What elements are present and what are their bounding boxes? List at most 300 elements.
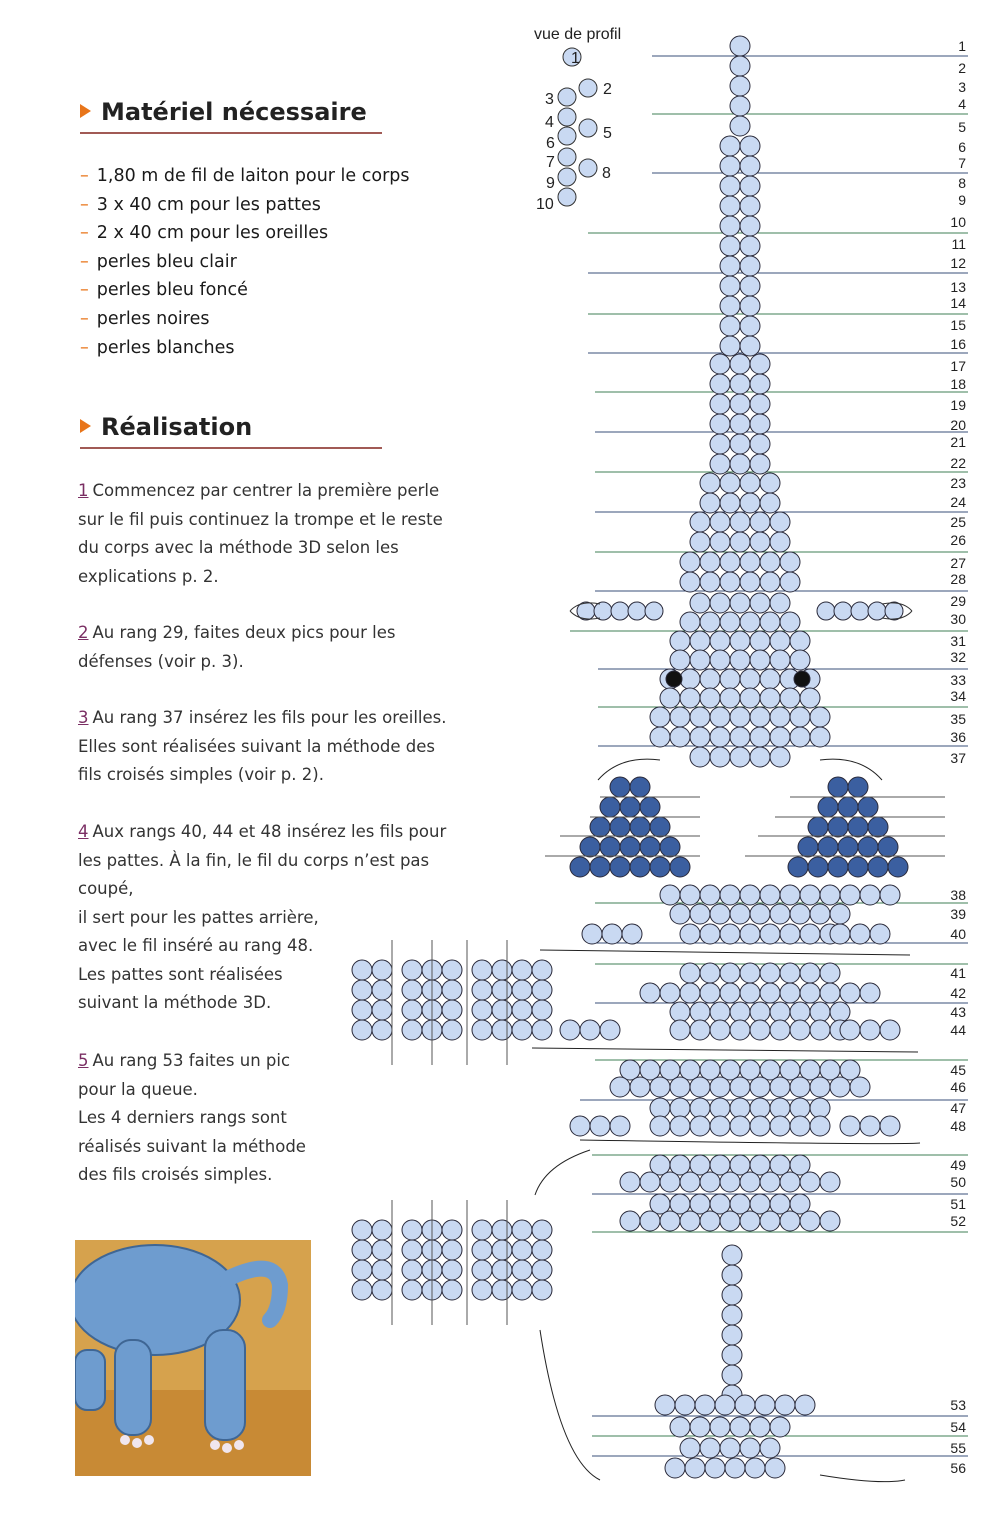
bead xyxy=(570,1116,590,1136)
row-number: 42 xyxy=(950,985,966,1001)
bead xyxy=(630,857,650,877)
bead xyxy=(675,1395,695,1415)
materiel-item: – perles bleu clair xyxy=(80,251,237,272)
bead xyxy=(840,1020,860,1040)
bead xyxy=(710,512,730,532)
bead xyxy=(680,1172,700,1192)
bead xyxy=(770,631,790,651)
row-number: 29 xyxy=(950,593,966,609)
bead xyxy=(670,1116,690,1136)
bead xyxy=(740,924,760,944)
bead xyxy=(600,837,620,857)
profile-label: 10 xyxy=(536,196,554,213)
bead xyxy=(722,1345,742,1365)
bead xyxy=(740,612,760,632)
bead xyxy=(740,1438,760,1458)
bead xyxy=(352,1020,372,1040)
bead xyxy=(670,1020,690,1040)
bead xyxy=(710,593,730,613)
bead xyxy=(532,1260,552,1280)
bead xyxy=(710,1077,730,1097)
step-5: 5 Au rang 53 faites un pic pour la queue. Les 4 derniers rangs sont réalisés suivant la méthode des fils croisés simples. xyxy=(78,1051,306,1184)
bead xyxy=(780,552,800,572)
row-number: 13 xyxy=(950,279,966,295)
profile-label: 4 xyxy=(545,114,554,131)
bead xyxy=(722,1245,742,1265)
bead xyxy=(372,960,392,980)
bead xyxy=(730,36,750,56)
bead xyxy=(532,1280,552,1300)
bead xyxy=(780,963,800,983)
bead xyxy=(722,1365,742,1385)
bead xyxy=(492,1260,512,1280)
bead xyxy=(770,1417,790,1437)
bead xyxy=(770,1116,790,1136)
row-number: 14 xyxy=(950,295,966,311)
bead xyxy=(795,1395,815,1415)
bead xyxy=(512,1000,532,1020)
row-number: 52 xyxy=(950,1213,966,1229)
bead xyxy=(690,1002,710,1022)
bead xyxy=(775,1395,795,1415)
profile-bead xyxy=(579,119,597,137)
bead xyxy=(770,1077,790,1097)
bead xyxy=(720,1438,740,1458)
row-number: 11 xyxy=(951,236,966,252)
bead xyxy=(640,1172,660,1192)
row-number: 50 xyxy=(950,1174,966,1190)
bead xyxy=(680,885,700,905)
materiel-item: – perles blanches xyxy=(80,337,235,358)
bead xyxy=(730,76,750,96)
bead xyxy=(720,336,740,356)
bead xyxy=(594,602,612,620)
bead xyxy=(472,960,492,980)
bead xyxy=(622,924,642,944)
bead xyxy=(720,473,740,493)
bead xyxy=(800,983,820,1003)
bead xyxy=(442,1020,462,1040)
bead xyxy=(850,924,870,944)
bead xyxy=(800,924,820,944)
bead xyxy=(810,1098,830,1118)
bead xyxy=(680,552,700,572)
bead xyxy=(740,885,760,905)
bead xyxy=(760,1438,780,1458)
bead xyxy=(730,631,750,651)
bead xyxy=(740,688,760,708)
row-number: 27 xyxy=(950,555,966,571)
profile-bead xyxy=(558,108,576,126)
bead xyxy=(740,983,760,1003)
materiel-item: – 2 x 40 cm pour les oreilles xyxy=(80,223,329,244)
bead xyxy=(680,963,700,983)
bead xyxy=(512,980,532,1000)
bead xyxy=(532,1220,552,1240)
bead xyxy=(690,650,710,670)
bead xyxy=(868,602,886,620)
bead xyxy=(690,1098,710,1118)
row-number: 24 xyxy=(950,494,966,510)
ear-arrow xyxy=(598,759,660,780)
bead xyxy=(402,1240,422,1260)
bead xyxy=(730,434,750,454)
bead xyxy=(670,631,690,651)
bead xyxy=(700,572,720,592)
row-number: 48 xyxy=(950,1118,966,1134)
row-number: 17 xyxy=(950,358,966,374)
bead xyxy=(730,96,750,116)
bead xyxy=(710,434,730,454)
bead xyxy=(750,512,770,532)
bead xyxy=(848,817,868,837)
bead xyxy=(750,593,770,613)
bead xyxy=(720,963,740,983)
bead xyxy=(790,904,810,924)
profile-bead xyxy=(558,168,576,186)
bead xyxy=(848,857,868,877)
bead xyxy=(532,980,552,1000)
bead xyxy=(710,707,730,727)
bead xyxy=(720,669,740,689)
bead xyxy=(560,1020,580,1040)
bead xyxy=(720,276,740,296)
bead xyxy=(760,1172,780,1192)
bead xyxy=(442,1260,462,1280)
bead xyxy=(710,727,730,747)
bead xyxy=(740,1211,760,1231)
bead xyxy=(650,727,670,747)
bead xyxy=(720,196,740,216)
row-number: 2 xyxy=(958,60,966,76)
bead xyxy=(790,707,810,727)
bead-grid xyxy=(352,36,908,1478)
bead xyxy=(740,256,760,276)
bead xyxy=(740,552,760,572)
bead xyxy=(750,434,770,454)
bead xyxy=(760,983,780,1003)
bead xyxy=(740,196,760,216)
bead xyxy=(700,669,720,689)
row-number: 49 xyxy=(950,1157,966,1173)
bead xyxy=(352,960,372,980)
bead xyxy=(700,688,720,708)
bead xyxy=(818,797,838,817)
bead xyxy=(512,1280,532,1300)
bead xyxy=(740,276,760,296)
bead xyxy=(760,669,780,689)
bead xyxy=(640,797,660,817)
bead xyxy=(710,1116,730,1136)
bead xyxy=(580,837,600,857)
bead xyxy=(830,1002,850,1022)
profile-label: 1 xyxy=(571,50,580,67)
bead xyxy=(850,1077,870,1097)
bead xyxy=(760,1211,780,1231)
row-number: 35 xyxy=(950,711,966,727)
bead xyxy=(730,1098,750,1118)
bead xyxy=(670,1098,690,1118)
bead xyxy=(660,837,680,857)
row-number: 44 xyxy=(950,1022,966,1038)
bead xyxy=(402,1220,422,1240)
bead xyxy=(650,857,670,877)
row-number-labels xyxy=(950,38,966,1476)
bead xyxy=(402,1280,422,1300)
bead xyxy=(710,631,730,651)
bead xyxy=(640,1211,660,1231)
bead xyxy=(851,602,869,620)
bead xyxy=(715,1395,735,1415)
bead xyxy=(372,1220,392,1240)
row-number: 31 xyxy=(950,633,966,649)
bead xyxy=(660,1211,680,1231)
bead xyxy=(472,1240,492,1260)
bead xyxy=(770,747,790,767)
ear-arrow xyxy=(820,759,882,780)
row-number: 16 xyxy=(950,336,966,352)
bead xyxy=(880,1020,900,1040)
bead xyxy=(660,885,680,905)
bead xyxy=(372,1000,392,1020)
bead xyxy=(780,885,800,905)
bead xyxy=(512,1240,532,1260)
bead xyxy=(720,1211,740,1231)
step-4: 4 Aux rangs 40, 44 et 48 insérez les fils pour les pattes. À la fin, le fil du corps n’est pas coupé, il sert pour les pattes arrière, avec le fil inséré au rang 48. Les pattes sont réalisées suivant la méthode 3D. xyxy=(78,822,447,1012)
bead xyxy=(730,374,750,394)
profile-bead xyxy=(579,79,597,97)
bead xyxy=(666,671,682,687)
bead xyxy=(720,612,740,632)
bead xyxy=(808,817,828,837)
bead xyxy=(740,572,760,592)
bead xyxy=(740,493,760,513)
step-1: 1 Commencez par centrer la première perle sur le fil puis continuez la trompe et le reste du corps avec la méthode 3D selon les explications p. 2. xyxy=(78,481,443,586)
bead xyxy=(372,1280,392,1300)
bead xyxy=(740,216,760,236)
bead xyxy=(820,963,840,983)
bead xyxy=(720,136,740,156)
bead xyxy=(820,885,840,905)
bead xyxy=(808,857,828,877)
bead xyxy=(760,572,780,592)
row-number: 41 xyxy=(950,965,966,981)
leg-arrow xyxy=(580,1140,920,1144)
profile-label: 7 xyxy=(546,154,555,171)
bead xyxy=(790,1077,810,1097)
bead xyxy=(611,602,629,620)
bead xyxy=(372,1260,392,1280)
bead xyxy=(818,837,838,857)
bead xyxy=(885,602,903,620)
bead xyxy=(620,1211,640,1231)
profile-bead xyxy=(558,188,576,206)
bead xyxy=(798,837,818,857)
bead xyxy=(770,593,790,613)
bead xyxy=(730,1020,750,1040)
bead xyxy=(830,904,850,924)
row-number: 32 xyxy=(950,649,966,665)
bead xyxy=(740,296,760,316)
bead xyxy=(888,857,908,877)
bead xyxy=(690,593,710,613)
bead xyxy=(690,707,710,727)
bead xyxy=(730,354,750,374)
bead xyxy=(780,688,800,708)
bead xyxy=(790,727,810,747)
bead xyxy=(680,983,700,1003)
bead xyxy=(750,1116,770,1136)
bead xyxy=(670,1002,690,1022)
bead xyxy=(710,1002,730,1022)
bead xyxy=(840,983,860,1003)
bead xyxy=(710,904,730,924)
row-number: 28 xyxy=(950,571,966,587)
bead xyxy=(532,1020,552,1040)
bead xyxy=(770,727,790,747)
bead xyxy=(705,1458,725,1478)
bead xyxy=(740,316,760,336)
bead xyxy=(750,394,770,414)
profile-bead xyxy=(558,148,576,166)
row-number: 23 xyxy=(950,475,966,491)
bead xyxy=(472,1020,492,1040)
bead xyxy=(700,473,720,493)
bead xyxy=(630,817,650,837)
bead xyxy=(492,1000,512,1020)
bead xyxy=(352,1220,372,1240)
bead xyxy=(492,1280,512,1300)
bead xyxy=(645,602,663,620)
bead xyxy=(750,354,770,374)
profile-title: vue de profil xyxy=(534,26,622,43)
bead xyxy=(680,612,700,632)
bead xyxy=(810,1002,830,1022)
bead xyxy=(730,727,750,747)
bead xyxy=(680,924,700,944)
bead xyxy=(630,777,650,797)
bead xyxy=(610,777,630,797)
bead xyxy=(665,1458,685,1478)
bead xyxy=(660,688,680,708)
bead xyxy=(740,1172,760,1192)
row-number: 25 xyxy=(950,514,966,530)
profile-label: 8 xyxy=(602,165,611,182)
bead xyxy=(700,552,720,572)
row-number: 4 xyxy=(958,96,966,112)
bead xyxy=(402,980,422,1000)
row-number: 19 xyxy=(950,397,966,413)
bead xyxy=(690,1116,710,1136)
row-number: 30 xyxy=(950,611,966,627)
bead xyxy=(860,1116,880,1136)
bead xyxy=(402,1260,422,1280)
bead xyxy=(512,960,532,980)
bead xyxy=(790,1098,810,1118)
row-number: 7 xyxy=(958,155,966,171)
materiel-item: – perles noires xyxy=(80,308,210,329)
bead xyxy=(830,924,850,944)
bead xyxy=(640,837,660,857)
row-number: 9 xyxy=(958,192,966,208)
bead xyxy=(750,414,770,434)
bead xyxy=(700,924,720,944)
bead xyxy=(582,924,602,944)
profile-bead xyxy=(558,88,576,106)
leg-arrow xyxy=(532,1048,918,1052)
profile-bead xyxy=(558,127,576,145)
bead xyxy=(780,924,800,944)
bead xyxy=(710,1098,730,1118)
bead xyxy=(570,857,590,877)
bead xyxy=(442,1280,462,1300)
bead xyxy=(780,1211,800,1231)
bead xyxy=(740,473,760,493)
bead xyxy=(690,1077,710,1097)
bead xyxy=(700,1211,720,1231)
bead xyxy=(820,1211,840,1231)
bead xyxy=(700,1172,720,1192)
bead xyxy=(740,963,760,983)
materiel-item: – perles bleu foncé xyxy=(80,280,248,301)
bead xyxy=(372,1240,392,1260)
bead xyxy=(720,176,740,196)
row-number: 36 xyxy=(950,729,966,745)
bead xyxy=(730,414,750,434)
bead xyxy=(740,236,760,256)
bead xyxy=(750,1020,770,1040)
bead xyxy=(750,454,770,474)
bead xyxy=(720,216,740,236)
bead xyxy=(690,532,710,552)
bead xyxy=(750,727,770,747)
bead xyxy=(730,532,750,552)
bead xyxy=(820,983,840,1003)
profile-label: 3 xyxy=(545,91,554,108)
bead xyxy=(650,1098,670,1118)
bead xyxy=(610,1077,630,1097)
bead xyxy=(730,512,750,532)
bead xyxy=(630,1077,650,1097)
bead xyxy=(730,1417,750,1437)
row-number: 46 xyxy=(950,1079,966,1095)
bead xyxy=(590,1116,610,1136)
bead xyxy=(760,885,780,905)
bead xyxy=(750,707,770,727)
bead xyxy=(730,1002,750,1022)
bead xyxy=(372,1020,392,1040)
bead xyxy=(700,612,720,632)
bead xyxy=(755,1395,775,1415)
profile-label: 2 xyxy=(603,81,612,98)
bead xyxy=(442,1220,462,1240)
bead xyxy=(700,1438,720,1458)
bead xyxy=(820,1172,840,1192)
profile-view xyxy=(534,26,621,213)
bead xyxy=(868,857,888,877)
bead xyxy=(810,904,830,924)
bead xyxy=(750,1077,770,1097)
row-number: 12 xyxy=(950,255,966,271)
profile-label: 6 xyxy=(546,135,555,152)
bead xyxy=(750,532,770,552)
bead xyxy=(710,394,730,414)
bead xyxy=(770,512,790,532)
bead xyxy=(730,747,750,767)
bead xyxy=(770,904,790,924)
bead xyxy=(880,1116,900,1136)
row-number: 20 xyxy=(950,417,966,433)
